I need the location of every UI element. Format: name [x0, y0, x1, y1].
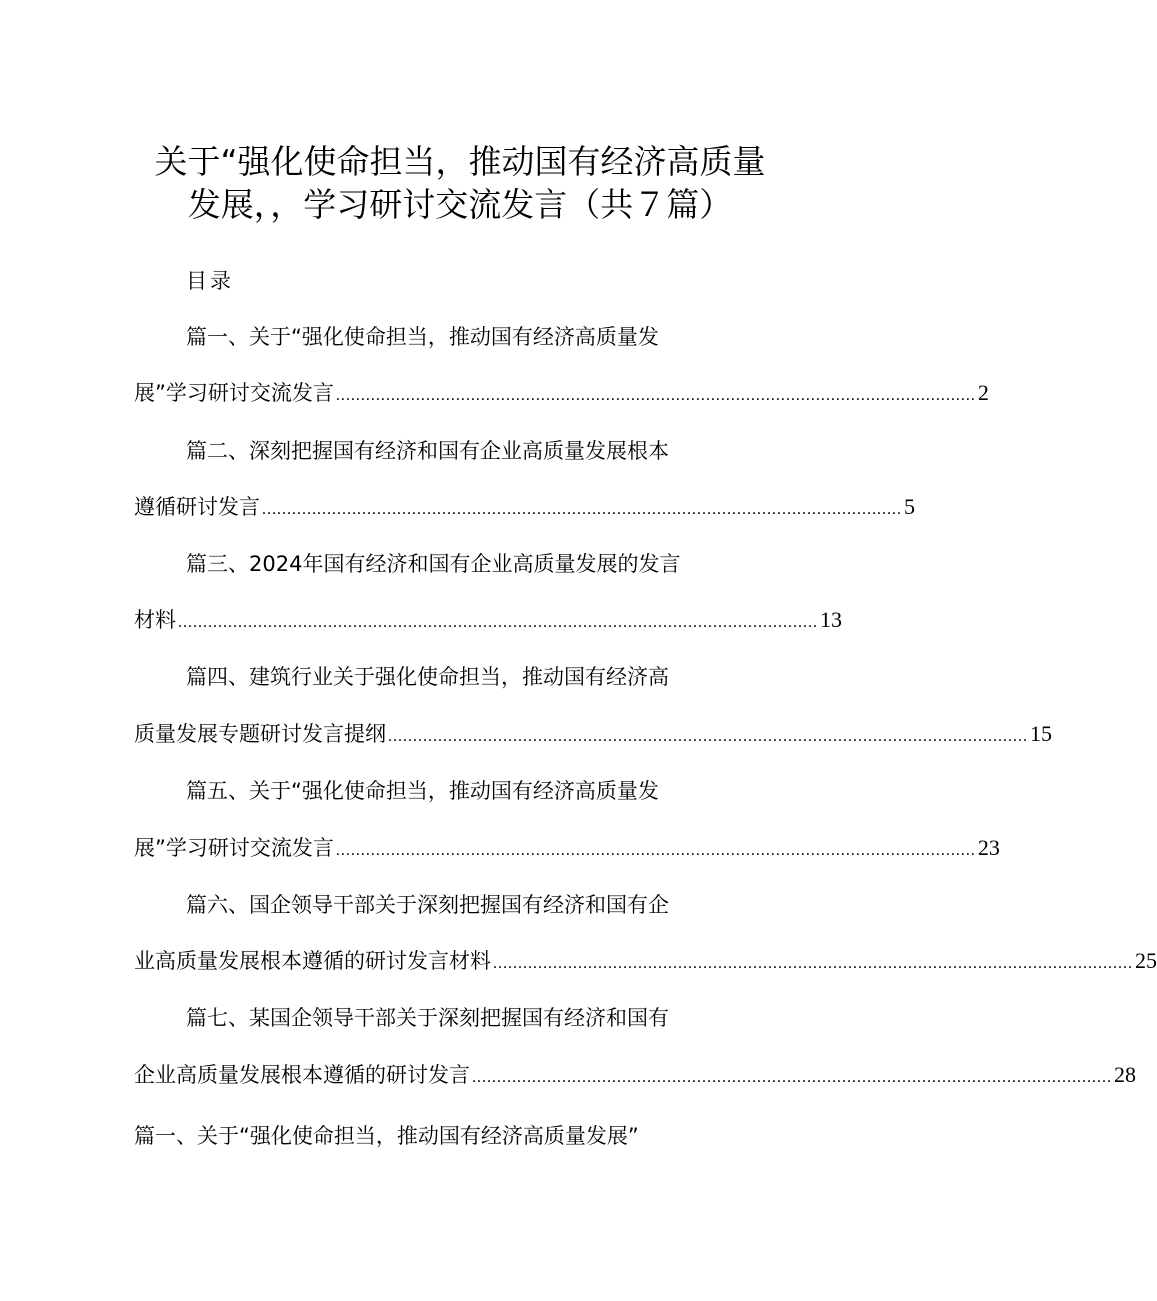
toc-entry-6-line-1: 篇六、国企领导干部关于深刻把握国有经济和国有企 [186, 893, 669, 917]
toc-entry-text: 展”学习研讨交流发言 [134, 836, 334, 860]
toc-page-number: 2 [977, 380, 989, 405]
toc-entry-text: 材料 [134, 608, 176, 632]
toc-entry-text: 业高质量发展根本遵循的研讨发言材料 [134, 949, 491, 973]
dot-leader: ................................................................................................................................ [493, 955, 1133, 972]
toc-entry-5-line-2[interactable] [134, 833, 1000, 866]
toc-entry-3-line-2[interactable] [134, 605, 842, 638]
toc-entry-1-line-2[interactable] [134, 378, 989, 411]
toc-entry-text: 展”学习研讨交流发言 [134, 381, 334, 405]
toc-label: 目录 [186, 269, 234, 293]
toc-entry-2-line-2[interactable] [134, 492, 915, 525]
toc-entry-text: 遵循研讨发言 [134, 495, 260, 519]
toc-entry-text: 质量发展专题研讨发言提纲 [134, 722, 386, 746]
toc-entry-3-line-1: 篇三、2024年国有经济和国有企业高质量发展的发言 [186, 552, 681, 576]
toc-entry-7-line-2[interactable] [134, 1060, 1136, 1093]
toc-entry-text: 企业高质量发展根本遵循的研讨发言 [134, 1063, 470, 1087]
toc-page-number: 5 [904, 494, 915, 519]
section-heading: 篇一、关于“强化使命担当，推动国有经济高质量发展” [134, 1124, 639, 1148]
document-title-line-1: 关于“强化使命担当，推动国有经济高质量 [154, 142, 766, 181]
dot-leader: ................................................................................................................................ [178, 614, 818, 631]
toc-entry-6-line-2[interactable] [134, 946, 1157, 979]
toc-entry-4-line-1: 篇四、建筑行业关于强化使命担当，推动国有经济高 [186, 665, 669, 689]
toc-entry-1-line-1: 篇一、关于“强化使命担当，推动国有经济高质量发 [186, 325, 659, 349]
dot-leader: ................................................................................................................................ [335, 387, 976, 404]
toc-entry-2-line-1: 篇二、深刻把握国有经济和国有企业高质量发展根本 [186, 439, 669, 463]
dot-leader: ................................................................................................................................ [262, 501, 902, 518]
toc-page-number: 28 [1114, 1062, 1136, 1087]
dot-leader: ................................................................................................................................ [388, 728, 1028, 745]
toc-entry-5-line-1: 篇五、关于“强化使命担当，推动国有经济高质量发 [186, 779, 659, 803]
toc-page-number: 25 [1135, 948, 1157, 973]
toc-page-number: 15 [1030, 721, 1052, 746]
toc-entry-7-line-1: 篇七、某国企领导干部关于深刻把握国有经济和国有 [186, 1006, 669, 1030]
dot-leader: ................................................................................................................................ [472, 1069, 1112, 1086]
toc-page-number: 23 [977, 835, 1000, 860]
toc-page-number: 13 [820, 607, 842, 632]
toc-entry-4-line-2[interactable] [134, 719, 1052, 752]
dot-leader: ................................................................................................................................ [335, 842, 976, 859]
document-title-line-2: 发展，，学习研讨交流发言（共７篇） [187, 185, 733, 224]
